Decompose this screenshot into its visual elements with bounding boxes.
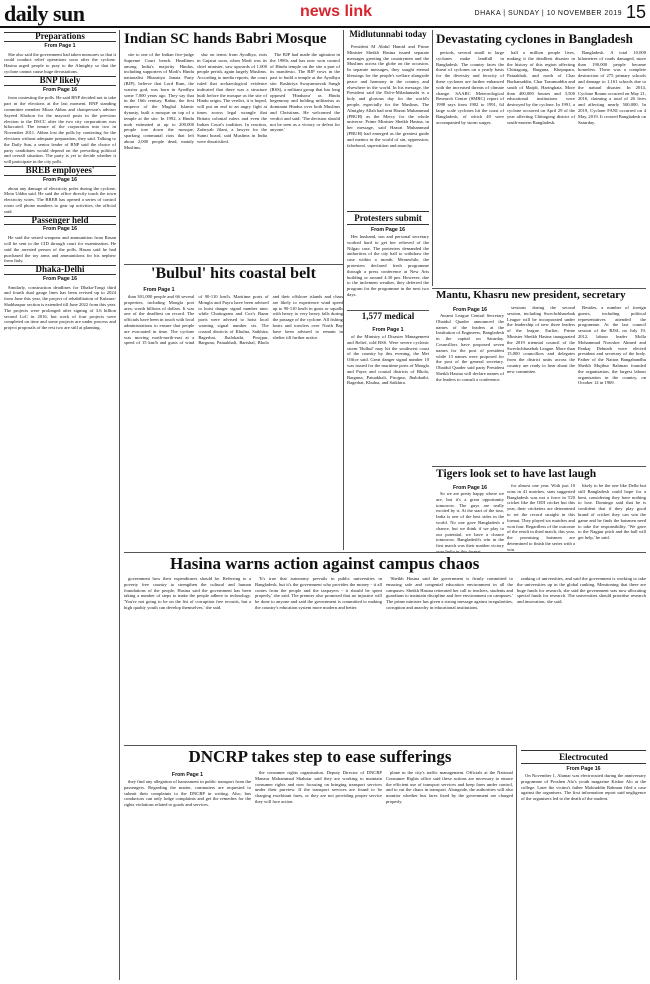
date-line: DHAKA | SUNDAY | 10 NOVEMBER 2019	[474, 10, 622, 17]
preparations-title: Preparations	[4, 32, 116, 42]
mantu-col-3: Besides, a number of foreign guests, including political representatives attended the programme. At the last council session of the BJSL on July 19, 2012, labour leader Molla Mohammad Nowsher Ahmed and Pankaj Debnath were elected president and secretary of the body. Father of the Nation Bangabandhu Sheikh Mujibur Rahman founded the organisation, the largest labour organisation in the country, on October 12 in 1969.	[578, 305, 646, 386]
breb-text: about any damage of electricity poles during the cyclone, Moin Uddin said. He said the office directly touch the town electricity wires. The BREB has opened a series of control room cell phone numbers to gear up activities, the official said.	[4, 185, 116, 214]
dncrp-col-1: they find any allegation of harassment in public transport from the passengers. Regarding the matter, commuters are requested to submit their complaints to the DNCRP in writing. Also, bus conductors can only lodge complaints and get the remedies for the rights violations related to goods and services.	[124, 779, 251, 808]
medical-headline: 1,577 medical	[361, 311, 415, 321]
hasina-col-2: 'It's true that autonomy prevails in public universities in Bangladesh, but it's the government who provides the money - it all comes from the people and the taxpayers - it should be spent properly,' she said. The premier also promised that no injustice will be done to anyone and said the government is committed to making the country's education system more modern and better.	[255, 576, 382, 610]
column-divider	[343, 30, 344, 550]
dhaka-delhi-from: From Page 16	[42, 275, 78, 282]
tigers-headline: Tigers look set to have last laugh	[436, 468, 597, 480]
midlutunnabi-headline: Midlutunnabi today	[349, 29, 427, 39]
medical-from: From Page 1	[372, 327, 404, 333]
dncrp-from: From Page 1	[171, 772, 204, 778]
hasina-col-3: 'Sheikh Hasina said the government is firmly committed to ensuring safe and congenial education environment in all the campuses. Sheikh Hasina reiterated her call to teachers, students and guardians to maintain discipline and free environment on campuses.' The prime minister has given a strong message against irregularities, corruption and anarchy in educational institutions.	[386, 576, 513, 610]
electrocuted-from: From Page 16	[566, 766, 601, 772]
breb-title: BREB employees'	[4, 166, 116, 176]
tigers-from: From Page 16	[452, 485, 488, 491]
column-divider	[516, 745, 517, 980]
protesters-text: Her husband, son and personal secretary worked hard to get her relieved of the Nilgao case. The protesters demanded the authorities of the city hall to withdraw the case within a month. Meanwhile, the protesters declared fresh programme through a press conference at New Arts building or around 4.30 pm. However, due to the inclement weather, they deferred the program for the programme in the next two days.	[347, 234, 429, 297]
devastating-col-1: periods, several small to large cyclones make landfall in Bangladesh. The country faces the threat of cyclones on a yearly basis for the diversity and ferocity of these cyclones are further enhanced with the increased threats of climate change. SAARC Meteorological Research Centre (SMRC) report of 1998 says from 1902 to 1991, 64 large scale cyclones hit the coast of Bangladesh, of which 40 were accompanied by storm surges.	[436, 50, 504, 125]
babri-col-2: slur on terms from Ayodhya, riots in Gujarat soon, when Modi was its chief minister, saw upwards of 1,000 people perish, again largely Muslims. According to media reports, the court ruled that archaeological evidence indicated that there was a structure built before the mosque as the site of Hindu origin. The verdict, it is hoped, will put an end to an angry fight at times across legal wrangle that Britain colonial rulers and even the Indian Court's tradition. In reaction, Zafaryab Jilani, a lawyer for the Sunni board, said Muslims in India were dissatisfied.	[197, 52, 267, 144]
hasina-col-4: ranking of universities, and said the government is working to take the universities up in the global ranking. Mentioning that there are huge funds for research, she said the government was now allocating special funds for research. The universities should prioritise research and innovation, she said.	[517, 576, 646, 605]
section-title: news link	[300, 3, 373, 20]
article-divider	[124, 745, 516, 746]
protesters-title: Protesters submit	[347, 211, 429, 225]
devastating-col-3: Bangladesh. A total 10,000 kilometres of roads damaged, more than 190,000 people became homeless. There was a complete destruction of 275 primary schools and damage to 1,161 schools due to the natural disaster. In 2014, Cyclone Roanu occurred on May 21, 2016, claiming a total of 26 lives and affecting nearly 500,000. In 2019, Cyclone FANI occurred on 4 May, 2019. It crossed Bangladesh on Saturday.	[578, 50, 646, 125]
mantu-headline: Mantu, Khasru new president, secretary	[436, 289, 626, 301]
dncrp-headline: DNCRP takes step to ease sufferings	[188, 747, 452, 766]
tigers-col-2: for almost one year. With just 10 wins in 41 matches, stats suggested Bangladesh was not a force in T20 cricket like the ODI cricket but this year, their cricketers are determined to set the record straight in this format. They played six matches and won four. Regardless of the outcome of the result in third match, this year, the promising batsmen are determined to finish the series with a win.	[507, 483, 575, 552]
protesters-from: From Page 16	[370, 227, 406, 233]
tigers-col-3: likely to be the one like Delhi but still Bangladesh could hope for a bent, considering they have nothing to lose. Domingo said that he is confident that if they play good brand of cricket they can win the game and he finds the batsmen need to take the responsibility. 'We gave to the Nagpur pitch and the ball will get help,' he said.	[578, 483, 646, 541]
devastating-headline: Devastating cyclones in Bangladesh	[436, 31, 633, 46]
devastating-col-2: half a million people lives, making it the deadliest disaster in the history of this region affecting Chittagong, Barguna, Khepupara, Patuakhali, and north of Char Burhanuddin, Char Tazumuddin and south of Maijdi, Haringhata. More than 400,000 houses and 3,500 educational institutions were destroyed by the cyclone. In 1991, a cyclone occurred on April 29 of the year affecting Chittagong district of south-eastern Bangladesh.	[507, 50, 575, 125]
hasina-col-1: government how their expenditures should be. Referring to a poverty free country to strengthen the cultural and human foundations of the people, Hasina said the government has been taking a number of steps to make the people adhere to technology. 'You're not going to be on the list of corruption free recruits, but a high quality youth can develop themselves,' she said.	[124, 576, 251, 610]
hasina-headline: Hasina warns action against campus chaos	[170, 554, 480, 573]
passenger-text: He said the seized weapons and ammunition from Rasan will be sent to the CID through court for examination. He said the arrested person of the polls, Hasan said he had purchased the toy arms and ammunitions for his nephew from Italy.	[4, 235, 116, 264]
mantu-from: From Page 16	[452, 307, 488, 313]
dncrp-col-2: the consumer rights organisation. Deputy Director of DNCRP Manzur Mohammad Shahriar said they are working to maintain consumer rights and now focusing on bringing transport services under their purview. If the transport services are found to be charging exorbitant fares, or they are not providing proper service they will face action.	[255, 770, 382, 804]
breb-from: From Page 16	[42, 176, 78, 183]
mantu-col-1: Awami League Central Secretary Obaidul Quader announced the names of the leaders at the Institution of Engineers, Bangladesh in the capital on Saturday. Councillors have proposed seven names for the post of president while 13 names were proposed for the post of the general secretary. Obaidul Quader said party President Sheikh Hasina will declare names of the leaders to consult a conference.	[436, 313, 504, 382]
masthead	[0, 0, 650, 28]
dhaka-delhi-text: Similarly, construction deadlines for Dhaka-Tongi third and fourth dual gauge lines has been revised up to 2024 from June this year, the project of rehabilitation of Kulaura-Shahbazpur section is extended till June 2022 from this year. The projects were prolonged after signing of 3.6 billion second LoC in 2016, but work of four projects were completed on time and some projects are under process and project proposals of the rest two are still at planning.	[4, 284, 116, 331]
column-divider	[432, 30, 433, 286]
passenger-from: From Page 16	[42, 226, 78, 233]
column-divider	[119, 30, 120, 980]
tigers-col-1: So we are pretty happy where we are, but it's a great opportunity tomorrow. The guys are really excited by it. At the start of the tour, India is one of the best sides in the world. No one gave Bangladesh a chance, but we think if we play to our potential, we have a chance tomorrow. Bangladesh's win in the first match was their maiden victory	[436, 491, 504, 549]
medical-text: of the Ministry of Disaster Management and Relief, told BSS. Were severe cyclonic storm 'Bulbul' may hit the southwest coast of the country by this evening, the Met Office said. Great danger signal number 10 was issued for the maritime ports of Mongla and Payra and coastal districts of Bhola, Barguna, Patuakhali, Pirojpur, Jhalokathi, Bagerhat, Khulna, and Satkhira.	[347, 334, 429, 386]
continuation-column	[4, 32, 116, 978]
bulbul-from: From Page 1	[143, 287, 175, 293]
mantu-col-2: sessions during the second session, including Swechchhasebak League will be incorporated under the leadership of new three leaders of the league. Earlier, Prime Minister Sheikh Hasina inaugurated the 2019 triennial council of the Swechchhasebak League. More than 15,000 councillors and delegates from the district units across the country are ready to hear about the new committee.	[507, 305, 575, 374]
dncrp-col-3: plane in the city's traffic management. Officials at the National Consumer Rights office said these actions are necessary to ensure the efficient use of transport services and keep fares under control, and to cut the chaos in transport. Alongside, the authorities will also monitor whether bus fares fixed by the government are charged properly.	[386, 770, 513, 804]
preparations-from: From Page 1	[44, 42, 76, 49]
preparations-text: She also said the government had taken measures so that it could conduct relief operations soon after the cyclone. Hasina urged people to pray to the Almighty so that the cyclone cannot cause huge devastations.	[4, 51, 116, 74]
bnp-from: From Page 16	[42, 86, 78, 93]
midlutunnabi-text: President M Abdul Hamid and Prime Minister Sheikh Hasina issued separate messages greeting the countrymen and the Muslims across the globe on the occasion. In separate messages, they sought eternal blessings for the people's welfare alongside peace and harmony in the country and elsewhere in the world. In his message, the President said the Eid-e-Miladunnabi is a holy and glorious day for the world's people, especially for the Muslims. The Almighty Allah had sent Hazrat Muhammad (PBUH) as the Mercy for the whole universe. Prime Minister Sheikh Hasina, in her message, said Hazrat Muhammad (PBUH) had emerged as the greatest guide and mentor in the world of sin, oppression, falsehood, superstition and anarchy.	[347, 44, 429, 148]
electrocuted-title: Electrocuted	[521, 750, 646, 764]
babri-headline: Indian SC hands Babri Mosque	[124, 31, 327, 47]
page-number: 15	[625, 2, 646, 22]
babri-col-3: The BJP had made the agitation in the 1980s and has now won control of Hindu temple on the site a part of its manifesto. The BJP vows in the past to build a temple at the Ayodhya site. Rashtriya Swayamsevak Sangh (RSS), a militant group that has long opposed 'Hindutva' as Hindu hegemony and holding militarists as dominant Hindus over both Muslims and Christians. He welcomed the verdict and said: 'The decision should not be seen as a victory or defeat for anyone.'	[270, 52, 340, 133]
bnp-text: from contesting the polls. He said BNP decided not to take part in the elections at the last moment. BNP standing committee member Mirza Abbas and chairperson's adviser Sayeed Khokon for the mayoral posts in the previous election to the DSCC after the two city corporations was bifurcated. The tenure of the corporation into two in November 2011. Abbas lost the polls by contesting for the elections without adequate preparation, they said. Talking to the Daily Sun, a senior leader of BNP said the choice of party candidates would depend on the prevailing political and overall situation. The party is yet to decide whether it will participate in the city polls.	[4, 95, 116, 165]
article-divider	[432, 466, 646, 467]
bnp-title: BNP likely	[4, 76, 116, 86]
bulbul-text: than 301,000 people and 66 several properties, including Mongla port area, worth billions of dollars. It was one of the deadliest on record. The officials have been in touch with local administrations to ensure that people are evacuated in time. The cyclone was moving north-north-east at a speed of 15 km/h and gusts of wind of 90-110 km/h. Maritime ports of Mongla and Payra have been advised to hoist danger signal number nine, while Chattogram and Cox's Bazar ports were advised to hoist local warning signal number six. The coastal districts of Khulna, Satkhira, Bagerhat, Jhalokathi, Pirojpur, Barguna, Patuakhali, Barishal, Bhola and their offshore islands and chars are likely to experience wind speed up to 90-110 km/h in gusts or squalls with heavy to very heavy falls during the passage of the cyclone. All fishing boats and trawlers over North Bay have been advised to remain in shelter till further notice.	[124, 294, 343, 346]
passenger-title: Passenger held	[4, 216, 116, 226]
electrocuted-text: On November 1, Alamar was electrocuted during the anniversary programme of Proshen Alo's youth magazine Kishor Alo at the college. Later the victim's father Mohiuddin Rahman filed a case against the organisers. The first information report said negligence of the organisers led to the death of the student.	[521, 773, 646, 802]
article-divider	[124, 552, 646, 553]
newspaper-logo: daily sun	[4, 1, 85, 26]
dhaka-delhi-title: Dhaka-Delhi	[4, 265, 116, 275]
bulbul-headline: 'Bulbul' hits coastal belt	[151, 265, 316, 282]
babri-col-1: site to one of the Indian five-judge Supreme Court bench. Headlines among India's majority Hindus, including supporters of Modi's Hindu nationalist Bharatiya Janata Party (BJP), believe that Lord Ram, the warrior god, was born in Ayodhya some 7,000 years ago. They say that in the 16th century, Babur, the first emperor of the Mughal Islamic dynasty, built a mosque on top of a temple at the site. In 1992, a Hindu mob estimated at up to 200,000 people tore down the mosque, sparking communal riots that left about 2,000 people dead, mainly Muslims.	[124, 52, 194, 150]
